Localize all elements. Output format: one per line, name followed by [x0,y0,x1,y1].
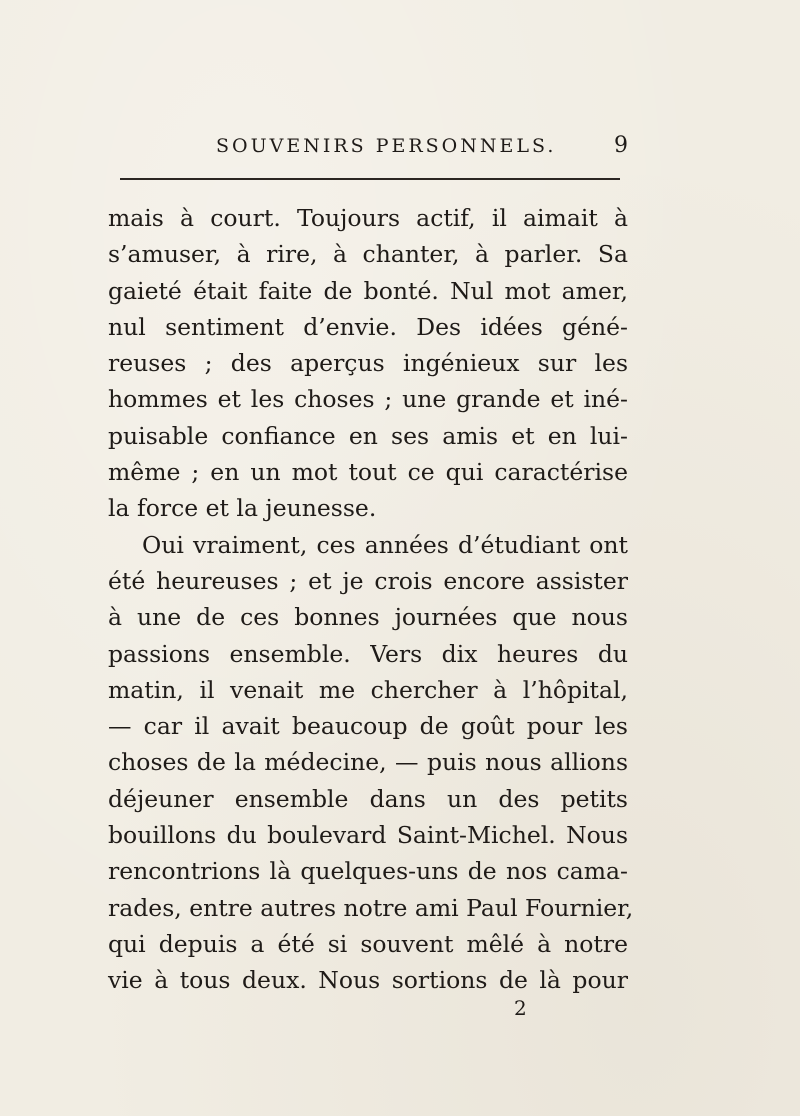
text-line: reuses ; des aperçus ingénieux sur les [108,349,628,378]
text-line: même ; en un mot tout ce qui caractérise [108,458,628,487]
text-line: la force et la jeunesse. [108,494,377,523]
text-line: gaieté était faite de bonté. Nul mot amer, [108,276,628,305]
text-line: déjeuner ensemble dans un des petits [108,784,628,813]
text-line: s’amuser, à rire, à chanter, à parler. Sa [108,240,628,269]
text-line: matin, il venait me chercher à l’hôpital, [108,675,628,704]
signature-mark: 2 [514,996,527,1020]
text-line: passions ensemble. Vers dix heures du [108,639,628,668]
text-line: hommes et les choses ; une grande et iné- [108,385,628,414]
text-line: qui depuis a été si souvent mêlé à notre [108,929,628,958]
text-line: vie à tous deux. Nous sortions de là pour [108,966,628,995]
text-line: nul sentiment d’envie. Des idées géné- [108,312,628,341]
text-line: choses de la médecine, — puis nous allions [108,748,628,777]
text-line: bouillons du boulevard Saint-Michel. Nous [108,821,628,850]
header-rule [120,178,620,180]
text-line: — car il avait beaucoup de goût pour les [108,712,628,741]
body-text [108,200,634,999]
text-line: mais à court. Toujours actif, il aimait à [108,204,628,232]
text-line: été heureuses ; et je crois encore assister [108,566,628,595]
text-line: rades, entre autres notre ami Paul Fournier, [108,893,634,922]
text-line: rencontrions là quelques-uns de nos cama- [108,857,628,886]
text-line: à une de ces bonnes journées que nous [108,603,628,632]
running-title: SOUVENIRS PERSONNELS. [216,135,557,157]
paragraph-first-line: Oui vraiment, ces années d’étudiant ont [142,530,628,559]
page-number: 9 [614,133,628,158]
running-head [108,128,628,164]
text-line: puisable confiance en ses amis et en lui- [108,421,628,450]
